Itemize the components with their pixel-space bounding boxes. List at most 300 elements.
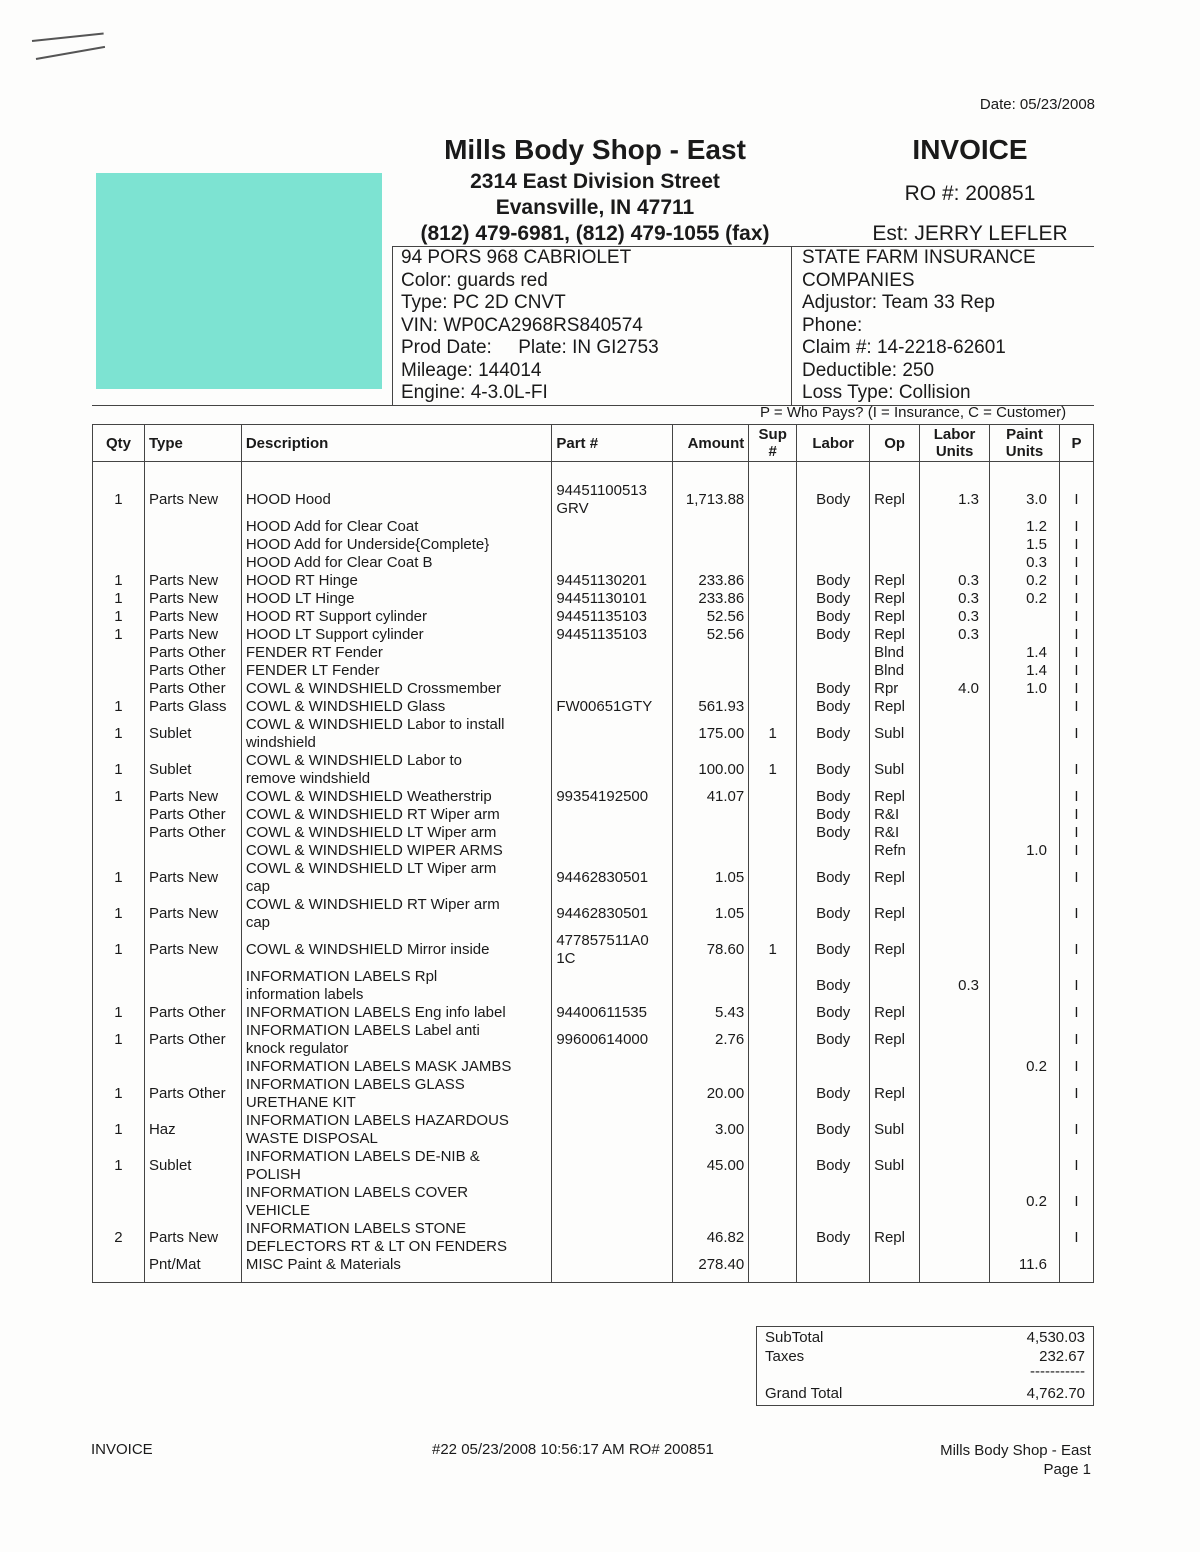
vehicle-info — [401, 247, 659, 405]
cell-description — [241, 626, 552, 644]
cell-paint-units: 0.2 — [990, 1184, 1060, 1220]
table-row — [93, 1220, 1094, 1256]
cell-type — [144, 1058, 241, 1076]
cell-type: Parts New — [144, 860, 241, 896]
cell-part-number — [552, 698, 673, 716]
cell-paint-units — [990, 860, 1060, 896]
cell-description-line1: COWL & WINDSHIELD Glass — [245, 698, 446, 715]
cell-description-line1: COWL & WINDSHIELD LT Wiper arm — [245, 860, 497, 877]
cell-qty — [93, 518, 145, 536]
cell-description — [241, 806, 552, 824]
cell-part-number — [552, 842, 673, 860]
cell-op: Subl — [870, 1148, 920, 1184]
cell-type: Parts New — [144, 1220, 241, 1256]
cell-description-line1: INFORMATION LABELS DE-NIB & — [245, 1148, 480, 1165]
cell-sup — [749, 842, 797, 860]
cell-description-line1: INFORMATION LABELS COVER — [245, 1184, 469, 1201]
cell-labor: Body — [797, 896, 870, 932]
cell-part-number — [552, 1112, 673, 1148]
cell-op — [870, 554, 920, 572]
cell-qty: 1 — [93, 698, 145, 716]
vehicle-color: Color: guards red — [401, 269, 548, 291]
cell-paint-units: 0.2 — [990, 1058, 1060, 1076]
col-part-number: Part # — [552, 425, 673, 462]
cell-type — [144, 1184, 241, 1220]
invoice-title: INVOICE — [912, 134, 1028, 165]
cell-op — [870, 968, 920, 1004]
cell-paint-units — [990, 1076, 1060, 1112]
cell-description-line1: INFORMATION LABELS HAZARDOUS — [245, 1112, 509, 1129]
cell-who-pays: I — [1059, 716, 1093, 752]
cell-labor-units — [920, 1184, 990, 1220]
cell-paint-units — [990, 752, 1060, 788]
cell-type: Parts New — [144, 896, 241, 932]
cell-labor — [797, 518, 870, 536]
insurance-company: STATE FARM INSURANCE — [802, 247, 1036, 268]
cell-qty: 1 — [93, 1076, 145, 1112]
cell-qty — [93, 644, 145, 662]
cell-op: Repl — [870, 590, 920, 608]
cell-description — [241, 644, 552, 662]
cell-op: R&I — [870, 806, 920, 824]
cell-labor: Body — [797, 626, 870, 644]
cell-labor-units — [920, 698, 990, 716]
cell-who-pays: I — [1059, 932, 1093, 968]
shop-address-line2: Evansville, IN 47711 — [495, 196, 695, 219]
cell-labor-units — [920, 1256, 990, 1283]
cell-who-pays: I — [1059, 554, 1093, 572]
cell-qty: 1 — [93, 1112, 145, 1148]
cell-qty: 1 — [93, 788, 145, 806]
cell-paint-units — [990, 788, 1060, 806]
taxes-value: 232.67 — [1039, 1348, 1085, 1365]
cell-part-number — [552, 896, 673, 932]
cell-who-pays: I — [1059, 788, 1093, 806]
cell-qty — [93, 554, 145, 572]
cell-part-number — [552, 518, 673, 536]
cell-part-number — [552, 824, 673, 842]
cell-sup — [749, 1220, 797, 1256]
who-pays-legend: P = Who Pays? (I = Insurance, C = Customer) — [760, 404, 1067, 421]
col-labor-units-line1: Labor — [933, 426, 976, 443]
cell-part-number-line1: 477857511A0 — [556, 932, 649, 949]
cell-description — [241, 590, 552, 608]
cell-type: Parts New — [144, 608, 241, 626]
totals-box — [756, 1326, 1094, 1406]
cell-who-pays: I — [1059, 536, 1093, 554]
cell-labor-units — [920, 752, 990, 788]
cell-description-line1: INFORMATION LABELS MASK JAMBS — [245, 1058, 512, 1075]
cell-qty — [93, 842, 145, 860]
table-row — [93, 1112, 1094, 1148]
col-labor-units — [920, 425, 990, 462]
cell-description — [241, 842, 552, 860]
cell-labor-units — [920, 860, 990, 896]
cell-amount — [673, 968, 749, 1004]
cell-description-line1: HOOD Add for Clear Coat — [245, 518, 419, 535]
cell-labor: Body — [797, 482, 870, 518]
estimator: Est: JERRY LEFLER — [872, 222, 1068, 245]
cell-type: Parts Other — [144, 824, 241, 842]
cell-description-line1: HOOD RT Support cylinder — [245, 608, 428, 625]
cell-who-pays: I — [1059, 608, 1093, 626]
cell-type: Parts Other — [144, 1022, 241, 1058]
col-paint-units-line1: Paint — [1006, 426, 1043, 443]
cell-who-pays: I — [1059, 1184, 1093, 1220]
col-op: Op — [870, 425, 920, 462]
cell-type: Parts Other — [144, 644, 241, 662]
cell-amount: 233.86 — [673, 572, 749, 590]
cell-sup — [749, 572, 797, 590]
cell-sup — [749, 590, 797, 608]
cell-paint-units: 1.0 — [990, 680, 1060, 698]
table-row — [93, 626, 1094, 644]
cell-who-pays: I — [1059, 1220, 1093, 1256]
cell-description-line1: INFORMATION LABELS STONE — [245, 1220, 467, 1237]
cell-part-number-line1: 99354192500 — [556, 788, 649, 805]
cell-labor: Body — [797, 1112, 870, 1148]
cell-qty — [93, 824, 145, 842]
cell-labor — [797, 1256, 870, 1283]
cell-part-number — [552, 860, 673, 896]
cell-labor: Body — [797, 1220, 870, 1256]
cell-labor-units — [920, 1220, 990, 1256]
cell-sup — [749, 698, 797, 716]
cell-paint-units: 0.2 — [990, 590, 1060, 608]
footer-print-info: #22 05/23/2008 10:56:17 AM RO# 200851 — [432, 1441, 714, 1458]
cell-part-number-line1: 99600614000 — [556, 1031, 649, 1048]
cell-qty: 2 — [93, 1220, 145, 1256]
cell-type: Parts New — [144, 788, 241, 806]
cell-op: Blnd — [870, 662, 920, 680]
cell-paint-units — [990, 1112, 1060, 1148]
col-amount: Amount — [673, 425, 749, 462]
cell-part-number — [552, 1148, 673, 1184]
col-description: Description — [241, 425, 552, 462]
table-row — [93, 554, 1094, 572]
cell-paint-units: 11.6 — [990, 1256, 1060, 1283]
pen-scratch-mark — [36, 46, 105, 60]
cell-sup — [749, 860, 797, 896]
cell-description-line1: INFORMATION LABELS Label anti — [245, 1022, 480, 1039]
cell-qty: 1 — [93, 608, 145, 626]
cell-who-pays: I — [1059, 1058, 1093, 1076]
table-row — [93, 482, 1094, 518]
cell-type: Sublet — [144, 716, 241, 752]
cell-labor: Body — [797, 1148, 870, 1184]
table-row — [93, 536, 1094, 554]
insurance-company-line2: COMPANIES — [802, 269, 915, 291]
cell-description-line1: COWL & WINDSHIELD Weatherstrip — [245, 788, 492, 805]
cell-paint-units — [990, 608, 1060, 626]
cell-description-line1: COWL & WINDSHIELD Labor to install — [245, 716, 505, 733]
insurance-adjustor: Adjustor: Team 33 Rep — [802, 292, 995, 313]
cell-labor-units — [920, 662, 990, 680]
cell-who-pays: I — [1059, 1004, 1093, 1022]
cell-sup — [749, 806, 797, 824]
cell-description — [241, 698, 552, 716]
cell-labor: Body — [797, 788, 870, 806]
cell-who-pays: I — [1059, 1022, 1093, 1058]
cell-sup — [749, 1184, 797, 1220]
cell-part-number — [552, 1220, 673, 1256]
cell-sup — [749, 1022, 797, 1058]
cell-labor: Body — [797, 1004, 870, 1022]
cell-type: Parts Glass — [144, 698, 241, 716]
col-sup — [749, 425, 797, 462]
cell-labor-units: 0.3 — [920, 968, 990, 1004]
table-row — [93, 698, 1094, 716]
cell-who-pays: I — [1059, 698, 1093, 716]
cell-part-number — [552, 1076, 673, 1112]
footer-page-number: Page 1 — [1043, 1461, 1091, 1478]
cell-sup — [749, 626, 797, 644]
table-row — [93, 518, 1094, 536]
cell-amount: 5.43 — [673, 1004, 749, 1022]
cell-sup — [749, 1076, 797, 1112]
cell-op: Repl — [870, 572, 920, 590]
table-header-row — [93, 425, 1094, 462]
cell-part-number — [552, 1022, 673, 1058]
cell-labor-units: 0.3 — [920, 608, 990, 626]
cell-labor-units — [920, 806, 990, 824]
cell-amount — [673, 842, 749, 860]
table-row — [93, 572, 1094, 590]
cell-sup — [749, 824, 797, 842]
insurance-info — [802, 247, 1036, 405]
cell-description-line1: HOOD Add for Clear Coat B — [245, 554, 433, 571]
cell-amount: 46.82 — [673, 1220, 749, 1256]
cell-amount — [673, 518, 749, 536]
cell-op: Repl — [870, 482, 920, 518]
cell-paint-units — [990, 896, 1060, 932]
invoice-date: Date: 05/23/2008 — [979, 96, 1095, 113]
cell-part-number — [552, 752, 673, 788]
cell-description — [241, 752, 552, 788]
cell-part-number-line1: 94451100513 — [556, 482, 647, 499]
cell-description — [241, 824, 552, 842]
cell-labor: Body — [797, 716, 870, 752]
cell-description — [241, 788, 552, 806]
cell-who-pays: I — [1059, 590, 1093, 608]
cell-labor-units — [920, 788, 990, 806]
table-row — [93, 644, 1094, 662]
cell-amount: 233.86 — [673, 590, 749, 608]
cell-qty: 1 — [93, 626, 145, 644]
cell-who-pays: I — [1059, 572, 1093, 590]
cell-qty: 1 — [93, 1004, 145, 1022]
cell-amount: 1.05 — [673, 896, 749, 932]
cell-paint-units — [990, 626, 1060, 644]
cell-description-line1: FENDER RT Fender — [245, 644, 383, 661]
cell-labor: Body — [797, 1022, 870, 1058]
cell-qty: 1 — [93, 1022, 145, 1058]
cell-op — [870, 1058, 920, 1076]
cell-paint-units: 0.2 — [990, 572, 1060, 590]
cell-paint-units — [990, 716, 1060, 752]
cell-sup: 1 — [749, 716, 797, 752]
cell-description — [241, 680, 552, 698]
cell-labor-units — [920, 536, 990, 554]
cell-part-number — [552, 806, 673, 824]
cell-sup — [749, 1004, 797, 1022]
cell-type: Parts New — [144, 932, 241, 968]
footer-doc-type: INVOICE — [91, 1441, 153, 1458]
table-row — [93, 860, 1094, 896]
vehicle-engine: Engine: 4-3.0L-FI — [401, 382, 548, 403]
cell-amount: 45.00 — [673, 1148, 749, 1184]
cell-labor — [797, 644, 870, 662]
cell-description — [241, 662, 552, 680]
cell-labor-units — [920, 1022, 990, 1058]
cell-paint-units — [990, 1022, 1060, 1058]
cell-labor-units — [920, 1076, 990, 1112]
cell-op: Repl — [870, 896, 920, 932]
cell-type: Pnt/Mat — [144, 1256, 241, 1283]
cell-description — [241, 716, 552, 752]
cell-amount — [673, 662, 749, 680]
cell-part-number — [552, 482, 673, 518]
cell-part-number — [552, 572, 673, 590]
cell-description — [241, 1022, 552, 1058]
cell-type: Sublet — [144, 752, 241, 788]
cell-type: Parts New — [144, 482, 241, 518]
cell-op: Subl — [870, 716, 920, 752]
cell-part-number — [552, 788, 673, 806]
cell-labor: Body — [797, 698, 870, 716]
cell-part-number-line1: 94451135103 — [556, 626, 647, 643]
cell-description-line2: WASTE DISPOSAL — [245, 1130, 378, 1147]
insurance-deductible: Deductible: 250 — [802, 359, 935, 381]
cell-type — [144, 842, 241, 860]
cell-description — [241, 968, 552, 1004]
cell-qty: 1 — [93, 482, 145, 518]
cell-amount: 20.00 — [673, 1076, 749, 1112]
cell-part-number — [552, 554, 673, 572]
insurance-loss-type: Loss Type: Collision — [802, 382, 971, 403]
cell-type: Sublet — [144, 1148, 241, 1184]
cell-amount — [673, 536, 749, 554]
cell-type: Parts Other — [144, 662, 241, 680]
cell-op — [870, 1256, 920, 1283]
cell-sup — [749, 788, 797, 806]
cell-amount: 175.00 — [673, 716, 749, 752]
cell-qty — [93, 536, 145, 554]
shop-phones: (812) 479-6981, (812) 479-1055 (fax) — [420, 222, 770, 245]
cell-description-line1: COWL & WINDSHIELD Crossmember — [245, 680, 502, 697]
cell-description-line1: INFORMATION LABELS Eng info label — [245, 1004, 506, 1021]
cell-description-line2: POLISH — [245, 1166, 301, 1183]
cell-who-pays: I — [1059, 1148, 1093, 1184]
cell-part-number-line1: 94462830501 — [556, 869, 649, 886]
cell-qty: 1 — [93, 860, 145, 896]
cell-qty — [93, 1058, 145, 1076]
cell-paint-units: 1.5 — [990, 536, 1060, 554]
cell-description-line1: COWL & WINDSHIELD Mirror inside — [245, 941, 490, 958]
cell-description-line2: VEHICLE — [245, 1202, 311, 1219]
footer-shop — [940, 1441, 1091, 1479]
cell-part-number-line1: 94451130201 — [556, 572, 647, 589]
cell-labor — [797, 1058, 870, 1076]
cell-op — [870, 536, 920, 554]
cell-labor — [797, 842, 870, 860]
cell-op: Repl — [870, 608, 920, 626]
cell-who-pays — [1059, 1256, 1093, 1283]
cell-part-number — [552, 536, 673, 554]
cell-part-number — [552, 1058, 673, 1076]
table-row — [93, 752, 1094, 788]
cell-op: Repl — [870, 626, 920, 644]
cell-description — [241, 1058, 552, 1076]
cell-labor — [797, 1184, 870, 1220]
cell-part-number-line1: 94462830501 — [556, 905, 649, 922]
cell-paint-units: 1.2 — [990, 518, 1060, 536]
cell-description — [241, 572, 552, 590]
cell-op: Subl — [870, 752, 920, 788]
cell-description-line1: HOOD Hood — [245, 491, 331, 508]
cell-op: Repl — [870, 1076, 920, 1112]
cell-labor-units — [920, 518, 990, 536]
cell-description — [241, 1148, 552, 1184]
cell-labor-units — [920, 842, 990, 860]
cell-labor-units: 0.3 — [920, 590, 990, 608]
cell-sup — [749, 554, 797, 572]
vehicle-prod-plate: Prod Date: Plate: IN GI2753 — [401, 337, 659, 358]
cell-description-line1: COWL & WINDSHIELD Labor to — [245, 752, 462, 769]
cell-description — [241, 608, 552, 626]
cell-description-line1: INFORMATION LABELS Rpl — [245, 968, 438, 985]
cell-labor: Body — [797, 590, 870, 608]
table-row — [93, 680, 1094, 698]
col-paint-units — [990, 425, 1060, 462]
cell-type — [144, 518, 241, 536]
cell-part-number-line1: FW00651GTY — [556, 698, 653, 715]
table-row — [93, 1076, 1094, 1112]
cell-type: Parts Other — [144, 1076, 241, 1112]
cell-description-line1: COWL & WINDSHIELD WIPER ARMS — [245, 842, 503, 859]
cell-sup — [749, 1058, 797, 1076]
cell-amount — [673, 806, 749, 824]
cell-part-number — [552, 590, 673, 608]
ro-number: RO #: 200851 — [904, 182, 1036, 205]
table-row — [93, 824, 1094, 842]
table-row — [93, 896, 1094, 932]
cell-description — [241, 482, 552, 518]
cell-description-line2: remove windshield — [245, 770, 371, 787]
cell-op: Repl — [870, 860, 920, 896]
cell-qty: 1 — [93, 590, 145, 608]
cell-part-number — [552, 932, 673, 968]
table-row — [93, 590, 1094, 608]
cell-op: Repl — [870, 788, 920, 806]
cell-labor-units: 4.0 — [920, 680, 990, 698]
cell-amount — [673, 1184, 749, 1220]
cell-sup — [749, 1112, 797, 1148]
col-who-pays: P — [1059, 425, 1093, 462]
cell-part-number — [552, 608, 673, 626]
cell-description-line2: information labels — [245, 986, 364, 1003]
table-row — [93, 806, 1094, 824]
cell-description — [241, 1076, 552, 1112]
cell-paint-units: 3.0 — [990, 482, 1060, 518]
cell-op — [870, 518, 920, 536]
taxes-label: Taxes — [765, 1348, 805, 1365]
table-row — [93, 1184, 1094, 1220]
cell-paint-units: 1.4 — [990, 644, 1060, 662]
cell-who-pays: I — [1059, 662, 1093, 680]
cell-sup — [749, 608, 797, 626]
cell-qty: 1 — [93, 896, 145, 932]
